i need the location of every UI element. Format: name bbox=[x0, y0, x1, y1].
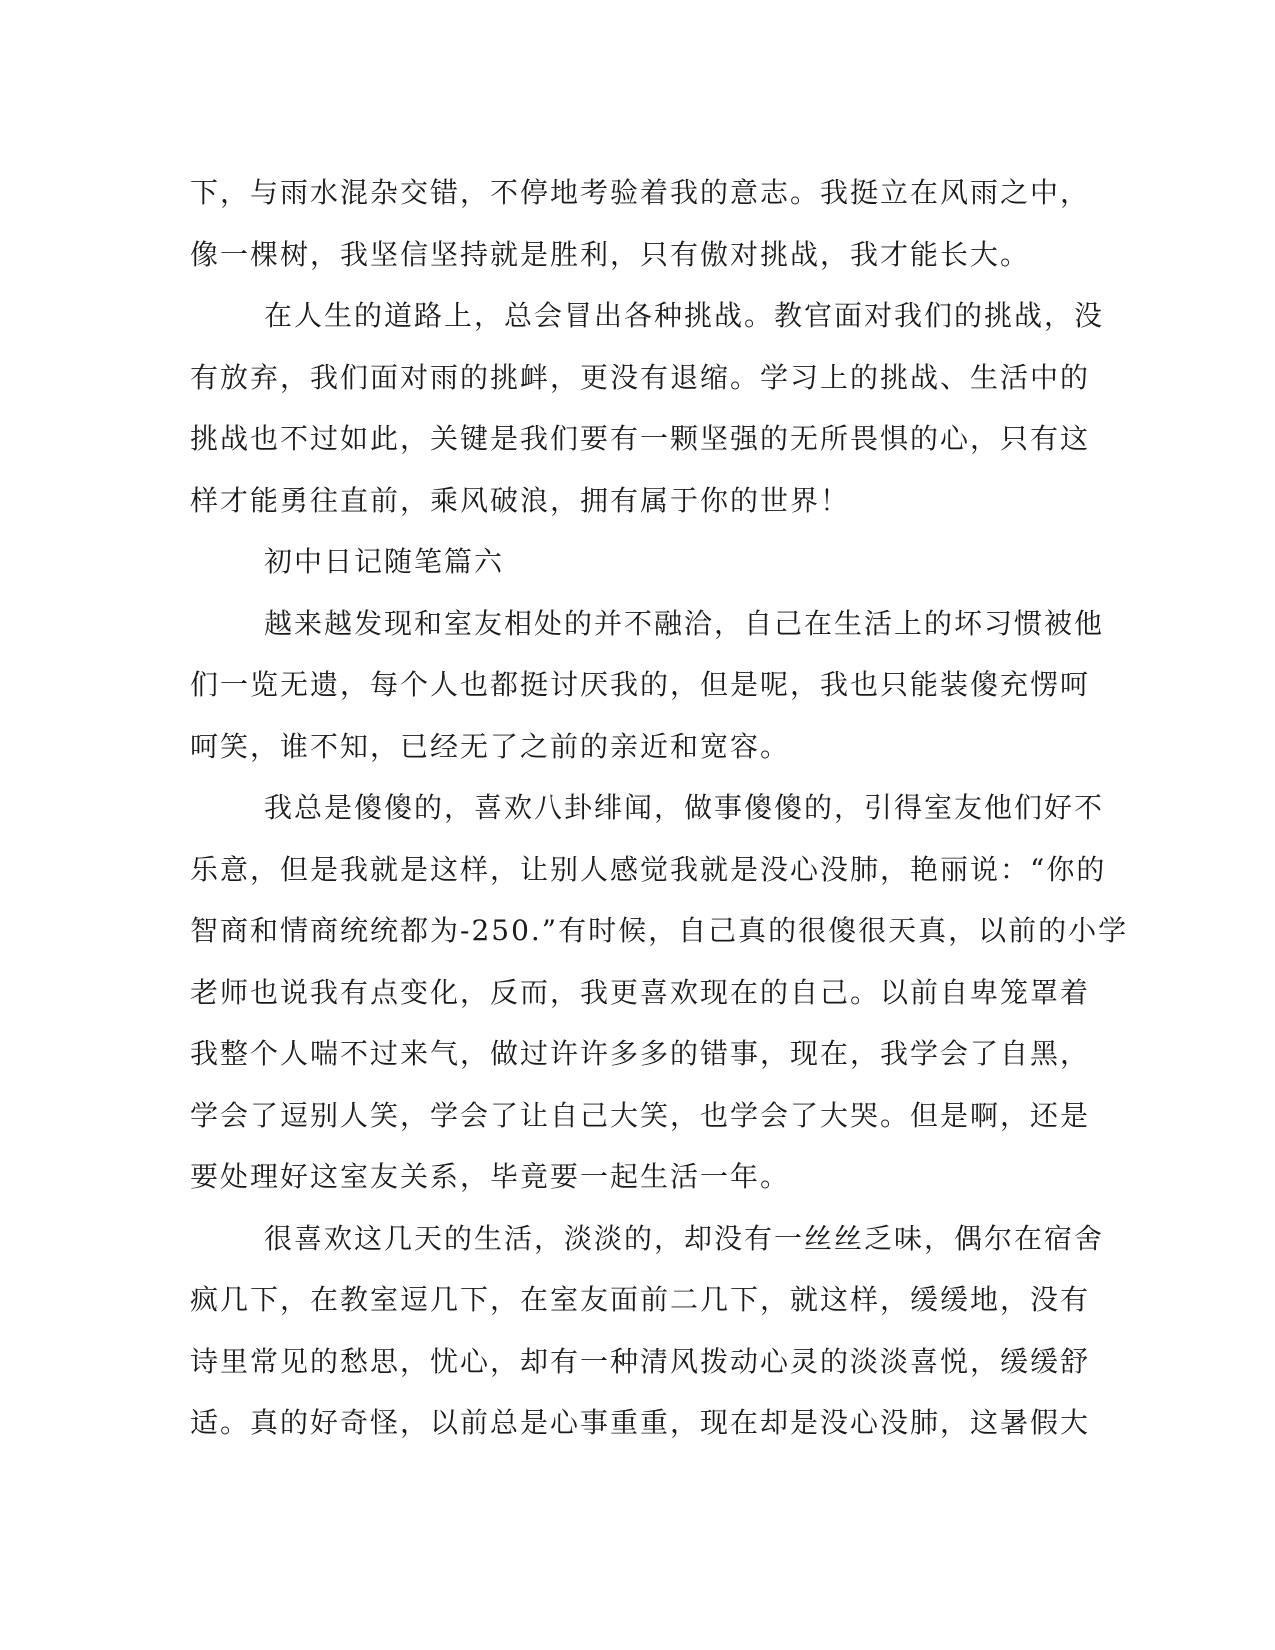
text-line: 下，与雨水混杂交错，不停地考验着我的意志。我挺立在风雨之中， bbox=[190, 176, 1091, 209]
text-line: 疯几下，在教室逗几下，在室友面前二几下，就这样，缓缓地，没有 bbox=[190, 1283, 1091, 1316]
text-line: 呵笑，谁不知，已经无了之前的亲近和宽容。 bbox=[190, 729, 791, 763]
text-line: 适。真的好奇怪，以前总是心事重重，现在却是没心没肺，这暑假大 bbox=[190, 1406, 1091, 1439]
text-line: 乐意，但是我就是这样，让别人感觉我就是没心没肺，艳丽说：“你的 bbox=[190, 852, 1107, 886]
text-line: 像一棵树，我坚信坚持就是胜利，只有傲对挑战，我才能长大。 bbox=[190, 237, 1031, 271]
text-line: 在人生的道路上，总会冒出各种挑战。教官面对我们的挑战，没 bbox=[264, 299, 1105, 332]
text-line: 诗里常见的愁思，忧心，却有一种清风拨动心灵的淡淡喜悦，缓缓舒 bbox=[190, 1344, 1091, 1378]
text-line: 智商和情商统统都为-250.”有时候，自己真的很傻很天真，以前的小学 bbox=[190, 914, 1129, 947]
text-line: 很喜欢这几天的生活，淡淡的，却没有一丝丝乏味，偶尔在宿舍 bbox=[264, 1221, 1105, 1255]
text-line: 老师也说我有点变化，反而，我更喜欢现在的自己。以前自卑笼罩着 bbox=[190, 975, 1091, 1009]
text-line: 我整个人喘不过来气，做过许许多多的错事，现在，我学会了自黑， bbox=[190, 1037, 1091, 1070]
text-line: 要处理好这室友关系，毕竟要一起生活一年。 bbox=[190, 1160, 791, 1193]
text-line: 样才能勇往直前，乘风破浪，拥有属于你的世界！ bbox=[190, 483, 851, 517]
section-heading: 初中日记随笔篇六 bbox=[264, 545, 505, 578]
text-line: 我总是傻傻的，喜欢八卦绯闻，做事傻傻的，引得室友他们好不 bbox=[264, 791, 1105, 824]
text-line: 越来越发现和室友相处的并不融洽，自己在生活上的坏习惯被他 bbox=[264, 606, 1105, 640]
text-line: 们一览无遗，每个人也都挺讨厌我的，但是呢，我也只能装傻充愣呵 bbox=[190, 668, 1091, 701]
text-line: 学会了逗别人笑，学会了让自己大笑，也学会了大哭。但是啊，还是 bbox=[190, 1098, 1091, 1132]
text-line: 有放弃，我们面对雨的挑衅，更没有退缩。学习上的挑战、生活中的 bbox=[190, 360, 1091, 394]
body-text bbox=[190, 162, 1129, 1454]
text-line: 挑战也不过如此，关键是我们要有一颗坚强的无所畏惧的心，只有这 bbox=[190, 422, 1091, 455]
